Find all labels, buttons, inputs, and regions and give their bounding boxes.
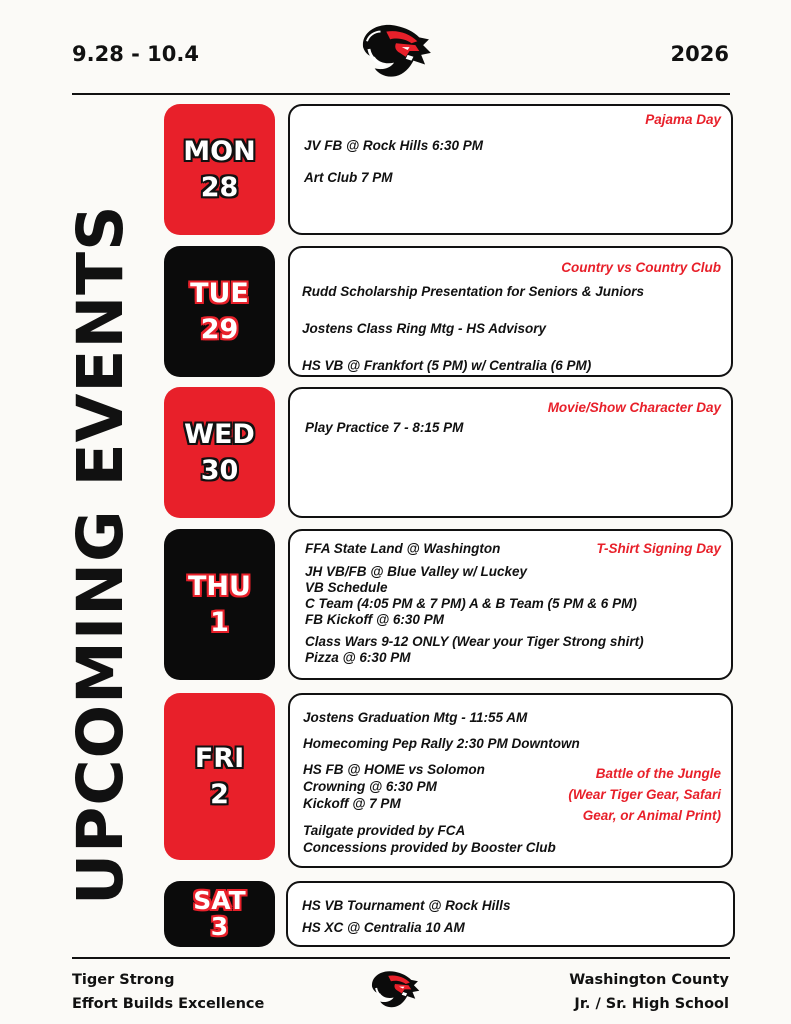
- event-item: HS FB @ HOME vs Solomon: [303, 762, 485, 777]
- event-item: JV FB @ Rock Hills 6:30 PM: [304, 138, 483, 153]
- event-item: Rudd Scholarship Presentation for Seniors & Juniors: [302, 284, 645, 299]
- day-date: 2: [210, 778, 229, 810]
- event-item: HS XC @ Centralia 10 AM: [302, 920, 465, 935]
- event-item: HS VB @ Frankfort (5 PM) w/ Centralia (6 PM): [302, 358, 592, 373]
- day-of-week: WED: [184, 418, 255, 450]
- event-item: Kickoff @ 7 PM: [303, 796, 401, 811]
- day-of-week: THU: [188, 570, 251, 602]
- day-events-tue: [288, 246, 733, 377]
- event-item: FFA State Land @ Washington: [305, 541, 501, 556]
- day-badge-tue: [164, 246, 275, 377]
- day-events-wed: [288, 387, 733, 518]
- footer-line: Washington County: [569, 972, 729, 988]
- event-item: Class Wars 9-12 ONLY (Wear your Tiger Strong shirt): [305, 634, 644, 649]
- tiger-head-icon: [357, 18, 435, 80]
- day-of-week: TUE: [190, 277, 249, 309]
- day-events-sat: [286, 881, 735, 947]
- theme-line: Gear, or Animal Print): [582, 808, 721, 823]
- event-item: Concessions provided by Booster Club: [303, 840, 556, 855]
- day-date: 1: [210, 606, 229, 638]
- event-item: C Team (4:05 PM & 7 PM) A & B Team (5 PM & 6 PM): [305, 596, 637, 611]
- day-badge-wed: [164, 387, 275, 518]
- day-date: 30: [200, 454, 239, 486]
- day-badge-sat: [164, 881, 275, 947]
- event-item: Crowning @ 6:30 PM: [303, 779, 437, 794]
- day-events-fri: [288, 693, 733, 868]
- theme-day: Movie/Show Character Day: [547, 400, 721, 415]
- day-date: 3: [210, 912, 229, 941]
- tiger-head-icon: [368, 966, 422, 1010]
- theme-day: T-Shirt Signing Day: [596, 541, 721, 556]
- year: 2026: [670, 42, 729, 66]
- event-item: FB Kickoff @ 6:30 PM: [305, 612, 444, 627]
- footer-school: [569, 968, 729, 1016]
- top-divider: [72, 93, 730, 95]
- day-badge-thu: [164, 529, 275, 680]
- date-range: 9.28 - 10.4: [72, 42, 199, 66]
- event-item: JH VB/FB @ Blue Valley w/ Luckey: [305, 564, 527, 579]
- theme-line: (Wear Tiger Gear, Safari: [568, 787, 721, 802]
- event-item: Homecoming Pep Rally 2:30 PM Downtown: [303, 736, 580, 751]
- day-of-week: FRI: [194, 742, 245, 774]
- day-of-week: SAT: [193, 886, 246, 915]
- event-item: HS VB Tournament @ Rock Hills: [302, 898, 511, 913]
- event-item: Jostens Graduation Mtg - 11:55 AM: [303, 710, 528, 725]
- footer-line: Effort Builds Excellence: [72, 996, 265, 1012]
- event-item: Tailgate provided by FCA: [303, 823, 466, 838]
- page-title: UPCOMING EVENTS: [64, 204, 137, 905]
- day-badge-mon: [164, 104, 275, 235]
- theme-day: [568, 763, 721, 826]
- event-item: Pizza @ 6:30 PM: [305, 650, 411, 665]
- day-events-mon: [288, 104, 733, 235]
- footer-line: Jr. / Sr. High School: [574, 996, 729, 1012]
- day-of-week: MON: [183, 135, 256, 167]
- event-item: VB Schedule: [305, 580, 388, 595]
- day-date: 28: [200, 171, 239, 203]
- footer-motto: [72, 968, 264, 1016]
- day-date: 29: [200, 313, 239, 345]
- footer-line: Tiger Strong: [72, 972, 175, 988]
- theme-line: Battle of the Jungle: [595, 766, 721, 781]
- event-item: Play Practice 7 - 8:15 PM: [305, 420, 464, 435]
- theme-day: Country vs Country Club: [561, 260, 721, 275]
- theme-day: Pajama Day: [645, 112, 721, 127]
- day-badge-fri: [164, 693, 275, 860]
- event-item: Art Club 7 PM: [304, 170, 393, 185]
- day-events-thu: [288, 529, 733, 680]
- bottom-divider: [72, 957, 730, 959]
- event-item: Jostens Class Ring Mtg - HS Advisory: [302, 321, 547, 336]
